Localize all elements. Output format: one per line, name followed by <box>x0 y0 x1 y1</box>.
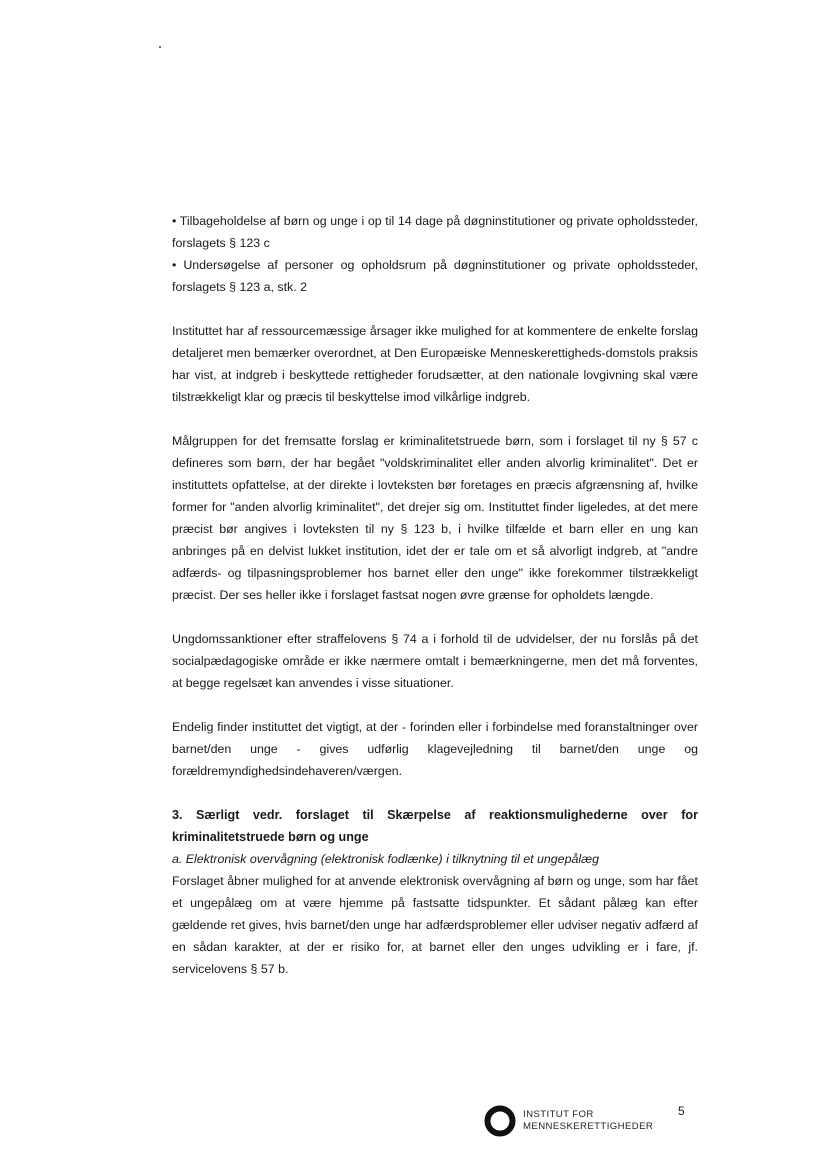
section-heading: 3. Særligt vedr. forslaget til Skærpelse af reaktionsmulighederne over for kriminalitetstruede børn og unge <box>172 808 698 844</box>
paragraph-2: Målgruppen for det fremsatte forslag er kriminalitetstruede børn, som i forslaget til ny § 57 c defineres som børn, der har begået "voldskriminalitet eller anden alvorlig kriminalitet". Det er instituttets opfattelse, at der direkte i lovteksten bør foretages en præcis afgrænsning af, hvilke former for "anden alvorlig kriminalitet", det drejer sig om. Instituttet finder ligeledes, at det mere præcist bør angives i lovteksten til ny § 123 b, i hvilke tilfælde et barn eller en ung kan anbringes på en delvist lukket institution, idet der er tale om et så alvorligt indgreb, at "andre adfærds- og tilpasningsproblemer hos barnet eller den unge" ikke forekommer tilstrækkeligt præcist. Der ses heller ikke i forslaget fastsat nogen øvre grænse for opholdets længde. <box>172 434 698 602</box>
list-item: • Undersøgelse af personer og opholdsrum på døgninstitutioner og private opholdssteder, forslagets § 123 a, stk. 2 <box>172 258 698 294</box>
logo-line-2: MENNESKERETTIGHEDER <box>523 1121 654 1132</box>
section-paragraph: Forslaget åbner mulighed for at anvende elektronisk overvågning af børn og unge, som har fået et ungepålæg om at være hjemme på fastsatte tidspunkter. Et sådant pålæg kan efter gældende ret gives, hvis barnet/den unge har adfærdsproblemer eller udviser negativ adfærd af en sådan karakter, at der er risiko for, at barnet eller den unges udvikling er i fare, jf. servicelovens § 57 b. <box>172 874 698 976</box>
paragraph-3: Ungdomssanktioner efter straffelovens § 74 a i forhold til de udvidelser, der nu forslås på det socialpædagogiske område er ikke nærmere omtalt i bemærkningerne, men det må forventes, at begge regelsæt kan anvendes i visse situationer. <box>172 632 698 690</box>
list-item: • Tilbageholdelse af børn og unge i op til 14 dage på døgninstitutioner og private opholdssteder, forslagets § 123 c <box>172 214 698 250</box>
paragraph-1: Instituttet har af ressourcemæssige årsager ikke mulighed for at kommentere de enkelte forslag detaljeret men bemærker overordnet, at Den Europæiske Menneskerettigheds-domstols praksis har vist, at indgreb i beskyttede rettigheder forudsætter, at den nationale lovgivning skal være tilstrækkeligt klar og præcis til beskyttelse imod vilkårlige indgreb. <box>172 324 698 404</box>
paragraph-4: Endelig finder instituttet det vigtigt, at der - forinden eller i forbindelse med foranstaltninger over barnet/den unge - gives udførlig klagevejledning til barnet/den unge og forældremyndighedsindehaveren/værgen. <box>172 720 698 778</box>
document-body <box>172 210 698 980</box>
bullet-list <box>172 210 698 298</box>
logo-line-1: INSTITUT FOR <box>523 1109 594 1120</box>
logo-text <box>523 1109 653 1133</box>
section-subheading: a. Elektronisk overvågning (elektronisk fodlænke) i tilknytning til et ungepålæg <box>172 852 600 866</box>
page-number: 5 <box>678 1104 685 1118</box>
scan-speck <box>159 46 161 48</box>
ring-logo-icon <box>483 1104 517 1138</box>
